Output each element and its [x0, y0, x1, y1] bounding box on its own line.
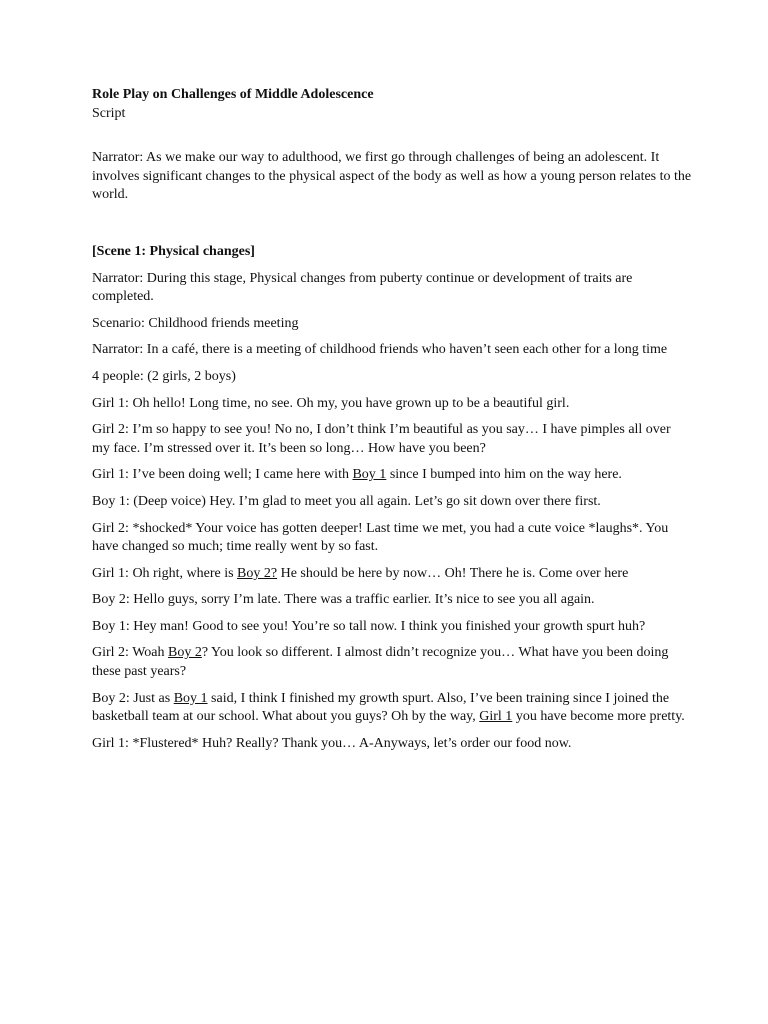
line-text: Narrator: In a café, there is a meeting of childhood friends who haven’t seen each other for a long time	[92, 342, 668, 358]
line-text: said, I think I finished my growth spurt. Also, I’ve been training since I joined the basketball team at our school. What about you guys? Oh by the way,	[92, 690, 670, 725]
script-line	[92, 644, 692, 681]
line-text: Girl 2: Woah	[92, 645, 168, 661]
intro-paragraph: Narrator: As we make our way to adulthood, we first go through challenges of being an adolescent. It involves significant changes to the physical aspect of the body as well as how a young person relates to the world.	[92, 150, 692, 203]
script-line	[92, 618, 692, 637]
script-line	[92, 466, 692, 485]
underlined-name: Boy 1	[352, 467, 387, 483]
script-line	[92, 395, 692, 414]
line-text: Girl 2: I’m so happy to see you! No no, I don’t think I’m beautiful as you say… I have pimples all over my face. I’m stressed over it. It’s been so long… How have you been?	[92, 422, 671, 456]
line-text: Girl 2: *shocked* Your voice has gotten deeper! Last time we met, you had a cute voice *laughs*. You have changed so much; time really went by so fast.	[92, 520, 669, 555]
script-line	[92, 565, 692, 584]
document-title: Role Play on Challenges of Middle Adolescence	[92, 87, 374, 102]
line-text: 4 people: (2 girls, 2 boys)	[92, 368, 236, 384]
line-text: Boy 2: Just as	[92, 690, 174, 706]
script-line	[92, 421, 692, 458]
script-line	[92, 735, 692, 754]
line-text: Boy 1: Hey man! Good to see you! You’re so tall now. I think you finished your growth spurt huh?	[92, 618, 646, 634]
underlined-name: Girl 1	[479, 709, 513, 725]
underlined-name: Boy 2	[168, 645, 202, 661]
underlined-name: Boy 1	[173, 690, 208, 706]
line-text: Girl 1: I’ve been doing well; I came here with	[92, 467, 353, 483]
line-text: Girl 1: Oh hello! Long time, no see. Oh my, you have grown up to be a beautiful girl.	[92, 395, 570, 411]
line-text: He should be here by now… Oh! There he is. Come over here	[277, 565, 629, 581]
line-text: Girl 1: *Flustered* Huh? Really? Thank you… A-Anyways, let’s order our food now.	[92, 735, 572, 751]
script-line	[92, 341, 692, 360]
script-lines	[92, 270, 692, 754]
line-text: since I bumped into him on the way here.	[386, 467, 622, 483]
script-line	[92, 493, 692, 512]
line-text: ? You look so different. I almost didn’t recognize you… What have you been doing these past years?	[92, 645, 669, 680]
document-page	[92, 86, 692, 761]
script-line	[92, 690, 692, 727]
underlined-name: Boy 2?	[237, 565, 278, 581]
document-subtitle: Script	[92, 105, 126, 121]
script-line	[92, 315, 692, 334]
line-text: Narrator: During this stage, Physical changes from puberty continue or development of traits are completed.	[92, 270, 633, 305]
line-text: Scenario: Childhood friends meeting	[92, 315, 299, 331]
script-line	[92, 591, 692, 610]
script-line	[92, 368, 692, 387]
line-text: Boy 2: Hello guys, sorry I’m late. There was a traffic earlier. It’s nice to see you all again.	[92, 592, 595, 608]
script-line	[92, 520, 692, 557]
line-text: Boy 1: (Deep voice) Hey. I’m glad to meet you all again. Let’s go sit down over there first.	[92, 493, 601, 509]
script-line	[92, 270, 692, 307]
line-text: you have become more pretty.	[512, 709, 685, 725]
scene-heading: [Scene 1: Physical changes]	[92, 243, 255, 259]
line-text: Girl 1: Oh right, where is	[92, 565, 238, 581]
